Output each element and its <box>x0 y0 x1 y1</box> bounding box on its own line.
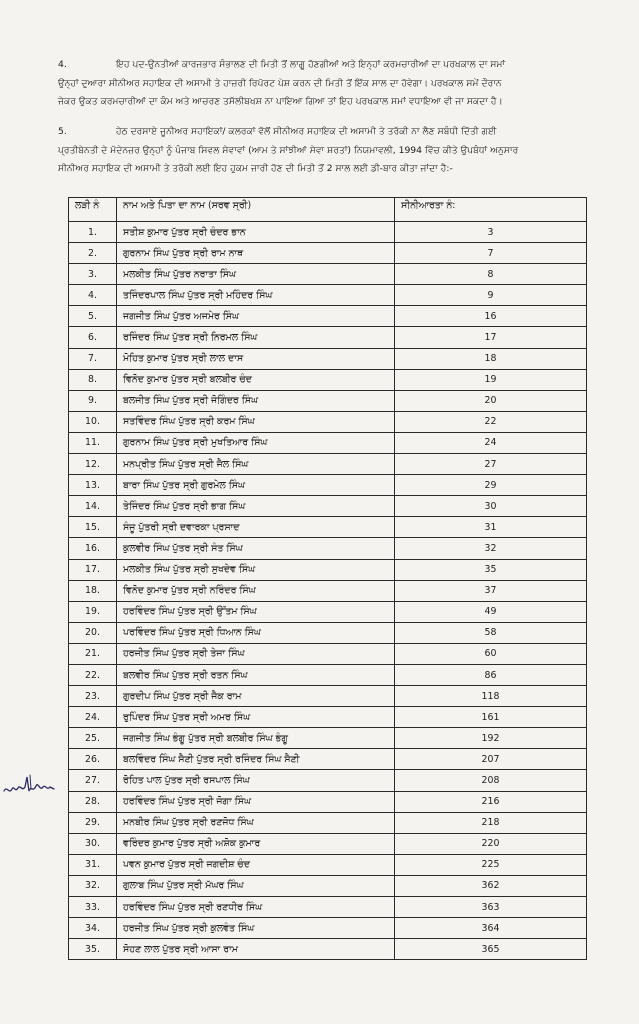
serial-no-cell: 35. <box>69 939 117 960</box>
serial-no-cell: 21. <box>69 643 117 664</box>
table-row <box>69 517 587 538</box>
table-row <box>69 770 587 791</box>
name-cell: ਪਵਨ ਕੁਮਾਰ ਪੁੱਤਰ ਸ੍ਰੀ ਜਗਦੀਸ਼ ਚੰਦ <box>117 854 395 875</box>
table-row <box>69 854 587 875</box>
table-row <box>69 643 587 664</box>
serial-no-cell: 31. <box>69 854 117 875</box>
paragraph-number: 4. <box>58 59 67 70</box>
name-cell: ਹਰਵਿੰਦਰ ਸਿੰਘ ਪੁੱਤਰ ਸ੍ਰੀ ਜੋਗਾ ਸਿੰਘ <box>117 791 395 812</box>
seniority-no-cell: 30 <box>395 496 587 517</box>
header-seniority-no: ਸੀਨੀਆਰਤਾ ਨੰ: <box>395 198 587 222</box>
serial-no-cell: 4. <box>69 285 117 306</box>
name-cell: ਹਰਜੀਤ ਸਿੰਘ ਪੁੱਤਰ ਸ੍ਰੀ ਤੇਜਾ ਸਿੰਘ <box>117 643 395 664</box>
seniority-no-cell: 365 <box>395 939 587 960</box>
serial-no-cell: 33. <box>69 897 117 918</box>
table-row <box>69 580 587 601</box>
table-row <box>69 538 587 559</box>
table-row <box>69 791 587 812</box>
table-row <box>69 812 587 833</box>
seniority-no-cell: 218 <box>395 812 587 833</box>
seniority-no-cell: 86 <box>395 664 587 685</box>
seniority-no-cell: 207 <box>395 749 587 770</box>
name-cell: ਗੁਰਨਾਮ ਸਿੰਘ ਪੁੱਤਰ ਸ੍ਰੀ ਮੁਖਤਿਆਰ ਸਿੰਘ <box>117 432 395 453</box>
seniority-no-cell: 17 <box>395 327 587 348</box>
name-cell: ਜਗਜੀਤ ਸਿੰਘ ਭੰਗੂ ਪੁੱਤਰ ਸ੍ਰੀ ਬਲਬੀਰ ਸਿੰਘ ਭੰਗੂ <box>117 728 395 749</box>
table-row <box>69 918 587 939</box>
seniority-no-cell: 362 <box>395 875 587 896</box>
name-cell: ਬਲਵੀਰ ਸਿੰਘ ਪੁੱਤਰ ਸ੍ਰੀ ਰਤਨ ਸਿੰਘ <box>117 664 395 685</box>
serial-no-cell: 10. <box>69 411 117 432</box>
paragraph-5 <box>58 123 610 179</box>
name-cell: ਜਗਜੀਤ ਸਿੰਘ ਪੁੱਤਰ ਅਜਮੇਰ ਸਿੰਘ <box>117 306 395 327</box>
paragraph-number: 5. <box>58 126 67 137</box>
seniority-no-cell: 24 <box>395 432 587 453</box>
serial-no-cell: 23. <box>69 686 117 707</box>
table-body <box>69 222 587 960</box>
serial-no-cell: 24. <box>69 707 117 728</box>
seniority-no-cell: 8 <box>395 264 587 285</box>
serial-no-cell: 2. <box>69 243 117 264</box>
name-cell: ਸਤਵਿੰਦਰ ਸਿੰਘ ਪੁੱਤਰ ਸ੍ਰੀ ਕਰਮ ਸਿੰਘ <box>117 411 395 432</box>
seniority-no-cell: 22 <box>395 411 587 432</box>
table-row <box>69 432 587 453</box>
table-row <box>69 686 587 707</box>
name-cell: ਰਜਿੰਦਰ ਸਿੰਘ ਪੁੱਤਰ ਸ੍ਰੀ ਨਿਰਮਲ ਸਿੰਘ <box>117 327 395 348</box>
name-cell: ਗੁਲਾਬ ਸਿੰਘ ਪੁੱਤਰ ਸ੍ਰੀ ਮੱਘਰ ਸਿੰਘ <box>117 875 395 896</box>
paragraph-line <box>58 123 610 142</box>
name-cell: ਮਲਕੀਤ ਸਿੰਘ ਪੁੱਤਰ ਸ੍ਰੀ ਸੁਖਦੇਵ ਸਿੰਘ <box>117 559 395 580</box>
seniority-no-cell: 118 <box>395 686 587 707</box>
header-name: ਨਾਮ ਅਤੇ ਪਿਤਾ ਦਾ ਨਾਮ (ਸਰਵ ਸ੍ਰੀ) <box>117 198 395 222</box>
seniority-no-cell: 27 <box>395 454 587 475</box>
seniority-no-cell: 161 <box>395 707 587 728</box>
name-cell: ਗੁਰਦੀਪ ਸਿੰਘ ਪੁੱਤਰ ਸ੍ਰੀ ਜੈਕ ਰਾਮ <box>117 686 395 707</box>
table-row <box>69 390 587 411</box>
paragraph-line: ਉਨ੍ਹਾਂ ਦੁਆਰਾ ਸੀਨੀਅਰ ਸਹਾਇਕ ਦੀ ਅਸਾਮੀ ਤੇ ਹਾਜ਼ਰੀ ਰਿਪੋਰਟ ਪੇਸ਼ ਕਰਨ ਦੀ ਮਿਤੀ ਤੋਂ ਇੱਕ ਸਾਲ ਦਾ ਹੋਵੇਗਾ। ਪਰਖਕਾਲ ਸਮੇਂ ਦੌਰਾਨ <box>58 77 502 89</box>
seniority-no-cell: 18 <box>395 348 587 369</box>
seniority-no-cell: 9 <box>395 285 587 306</box>
paragraph-line: ਜੇਕਰ ਉਕਤ ਕਰਮਚਾਰੀਆਂ ਦਾ ਕੰਮ ਅਤੇ ਆਚਰਣ ਤਸੱਲੀਬਖਸ਼ ਨਾ ਪਾਇਆ ਗਿਆ ਤਾਂ ਇਹ ਪਰਖਕਾਲ ਸਮਾਂ ਵਧਾਇਆ ਵੀ ਜਾ ਸਕਦਾ ਹੈ। <box>58 96 503 107</box>
name-cell: ਵਰਿੰਦਰ ਕੁਮਾਰ ਪੁੱਤਰ ਸ੍ਰੀ ਅਸ਼ੋਕ ਕੁਮਾਰ <box>117 833 395 854</box>
serial-no-cell: 18. <box>69 580 117 601</box>
name-cell: ਮਲਕੀਤ ਸਿੰਘ ਪੁੱਤਰ ਨਰਾਤਾ ਸਿੰਘ <box>117 264 395 285</box>
name-cell: ਹਰਵਿੰਦਰ ਸਿੰਘ ਪੁੱਤਰ ਸ੍ਰੀ ਰਣਧੀਰ ਸਿੰਘ <box>117 897 395 918</box>
serial-no-cell: 32. <box>69 875 117 896</box>
seniority-no-cell: 35 <box>395 559 587 580</box>
seniority-no-cell: 364 <box>395 918 587 939</box>
serial-no-cell: 8. <box>69 369 117 390</box>
table-row <box>69 475 587 496</box>
name-cell: ਮਨਪ੍ਰੀਤ ਸਿੰਘ ਪੁੱਤਰ ਸ੍ਰੀ ਜੈਲ ਸਿੰਘ <box>117 454 395 475</box>
seniority-no-cell: 19 <box>395 369 587 390</box>
table-row <box>69 833 587 854</box>
name-cell: ਹਰਵਿੰਦਰ ਸਿੰਘ ਪੁੱਤਰ ਸ੍ਰੀ ਉੱਤਮ ਸਿੰਘ <box>117 601 395 622</box>
serial-no-cell: 27. <box>69 770 117 791</box>
handwritten-signature <box>0 765 60 805</box>
name-cell: ਗੁਰਨਾਮ ਸਿੰਘ ਪੁੱਤਰ ਸ੍ਰੀ ਰਾਮ ਨਾਥ <box>117 243 395 264</box>
serial-no-cell: 9. <box>69 390 117 411</box>
table-row <box>69 306 587 327</box>
paragraph-line: ਸੀਨੀਅਰ ਸਹਾਇਕ ਦੀ ਅਸਾਮੀ ਤੇ ਤਰੱਕੀ ਲਈ ਇਹ ਹੁਕਮ ਜਾਰੀ ਹੋਣ ਦੀ ਮਿਤੀ ਤੋਂ 2 ਸਾਲ ਲਈ ਡੀ-ਬਾਰ ਕੀਤਾ ਜਾਂਦਾ ਹੈ:- <box>58 163 453 174</box>
table-row <box>69 454 587 475</box>
table-row <box>69 622 587 643</box>
name-cell: ਹਰਜੀਤ ਸਿੰਘ ਪੁੱਤਰ ਸ੍ਰੀ ਕੁਲਵੰਤ ਸਿੰਘ <box>117 918 395 939</box>
serial-no-cell: 1. <box>69 222 117 243</box>
table-row <box>69 496 587 517</box>
seniority-no-cell: 208 <box>395 770 587 791</box>
name-cell: ਵਿਨੋਦ ਕੁਮਾਰ ਪੁੱਤਰ ਸ੍ਰੀ ਨਰਿੰਦਰ ਸਿੰਘ <box>117 580 395 601</box>
paragraph-text: ਇਹ ਪਦ-ਉਨਤੀਆਂ ਕਾਰਜਭਾਰ ਸੰਭਾਲਣ ਦੀ ਮਿਤੀ ਤੋਂ ਲਾਗੂ ਹੋਣਗੀਆਂ ਅਤੇ ਇਨ੍ਹਾਂ ਕਰਮਚਾਰੀਆਂ ਦਾ ਪਰਖਕਾਲ ਦਾ ਸਮਾਂ <box>116 59 506 70</box>
table-row <box>69 707 587 728</box>
name-cell: ਵਿਨੋਦ ਕੁਮਾਰ ਪੁੱਤਰ ਸ੍ਰੀ ਬਲਬੀਰ ਚੰਦ <box>117 369 395 390</box>
seniority-no-cell: 192 <box>395 728 587 749</box>
serial-no-cell: 20. <box>69 622 117 643</box>
name-cell: ਰੋਹਿਤ ਪਾਲ ਪੁੱਤਰ ਸ੍ਰੀ ਰਸਪਾਲ ਸਿੰਘ <box>117 770 395 791</box>
serial-no-cell: 12. <box>69 454 117 475</box>
table-row <box>69 664 587 685</box>
name-cell: ਮੋਹਿਤ ਕੁਮਾਰ ਪੁੱਤਰ ਸ੍ਰੀ ਲਾਲ ਦਾਸ <box>117 348 395 369</box>
name-cell: ਰੁਪਿੰਦਰ ਸਿੰਘ ਪੁੱਤਰ ਸ੍ਰੀ ਅਮਰ ਸਿੰਘ <box>117 707 395 728</box>
seniority-no-cell: 216 <box>395 791 587 812</box>
seniority-no-cell: 225 <box>395 854 587 875</box>
serial-no-cell: 16. <box>69 538 117 559</box>
table-row <box>69 728 587 749</box>
paragraph-line <box>58 56 610 75</box>
serial-no-cell: 13. <box>69 475 117 496</box>
table-row <box>69 601 587 622</box>
paragraph-4 <box>58 56 610 112</box>
seniority-no-cell: 7 <box>395 243 587 264</box>
table-row <box>69 264 587 285</box>
name-cell: ਬਾਰਾ ਸਿੰਘ ਪੁੱਤਰ ਸ੍ਰੀ ਗੁਰਮੇਲ ਸਿੰਘ <box>117 475 395 496</box>
seniority-no-cell: 220 <box>395 833 587 854</box>
table-row <box>69 243 587 264</box>
name-cell: ਬਲਜੀਤ ਸਿੰਘ ਪੁੱਤਰ ਸ੍ਰੀ ਜੋਗਿੰਦਰ ਸਿੰਘ <box>117 390 395 411</box>
serial-no-cell: 15. <box>69 517 117 538</box>
seniority-no-cell: 31 <box>395 517 587 538</box>
seniority-no-cell: 37 <box>395 580 587 601</box>
table-row <box>69 897 587 918</box>
paragraph-text: ਹੇਠ ਦਰਸਾਏ ਜੂਨੀਅਰ ਸਹਾਇਕਾਂ/ ਕਲਰਕਾਂ ਵੱਲੋਂ ਸੀਨੀਅਰ ਸਹਾਇਕ ਦੀ ਅਸਾਮੀ ਤੇ ਤਰੱਕੀ ਨਾ ਲੈਣ ਸਬੰਧੀ ਦਿੱਤੀ ਗਈ <box>116 126 497 137</box>
table-row <box>69 939 587 960</box>
name-cell: ਤੇਜਿੰਦਰ ਸਿੰਘ ਪੁੱਤਰ ਸ੍ਰੀ ਭਾਗ ਸਿੰਘ <box>117 496 395 517</box>
name-cell: ਮਨਬੀਰ ਸਿੰਘ ਪੁੱਤਰ ਸ੍ਰੀ ਰਣਜੋਧ ਸਿੰਘ <box>117 812 395 833</box>
serial-no-cell: 34. <box>69 918 117 939</box>
seniority-no-cell: 363 <box>395 897 587 918</box>
name-cell: ਬਲਵਿੰਦਰ ਸਿੰਘ ਸੈਣੀ ਪੁੱਤਰ ਸ੍ਰੀ ਰਜਿੰਦਰ ਸਿੰਘ ਸੈਣੀ <box>117 749 395 770</box>
name-cell: ਸਤੀਸ਼ ਕੁਮਾਰ ਪੁੱਤਰ ਸ੍ਰੀ ਚੰਦਰ ਭਾਨ <box>117 222 395 243</box>
serial-no-cell: 26. <box>69 749 117 770</box>
table-row <box>69 222 587 243</box>
serial-no-cell: 14. <box>69 496 117 517</box>
serial-no-cell: 5. <box>69 306 117 327</box>
employee-table <box>68 197 587 960</box>
table-header-row <box>69 198 587 222</box>
name-cell: ਕੁਲਵੀਰ ਸਿੰਘ ਪੁੱਤਰ ਸ੍ਰੀ ਸੰਤ ਸਿੰਘ <box>117 538 395 559</box>
table-row <box>69 749 587 770</box>
serial-no-cell: 3. <box>69 264 117 285</box>
table-row <box>69 285 587 306</box>
seniority-no-cell: 3 <box>395 222 587 243</box>
serial-no-cell: 7. <box>69 348 117 369</box>
name-cell: ਪਰਵਿੰਦਰ ਸਿੰਘ ਪੁੱਤਰ ਸ੍ਰੀ ਧਿਆਨ ਸਿੰਘ <box>117 622 395 643</box>
table-row <box>69 327 587 348</box>
table-row <box>69 411 587 432</box>
serial-no-cell: 29. <box>69 812 117 833</box>
name-cell: ਸੋਹਣ ਲਾਲ ਪੁੱਤਰ ਸ੍ਰੀ ਆਸਾ ਰਾਮ <box>117 939 395 960</box>
table-row <box>69 369 587 390</box>
seniority-no-cell: 16 <box>395 306 587 327</box>
serial-no-cell: 19. <box>69 601 117 622</box>
seniority-no-cell: 32 <box>395 538 587 559</box>
name-cell: ਤਜਿੰਦਰਪਾਲ ਸਿੰਘ ਪੁੱਤਰ ਸ੍ਰੀ ਮਹਿੰਦਰ ਸਿੰਘ <box>117 285 395 306</box>
seniority-no-cell: 20 <box>395 390 587 411</box>
seniority-no-cell: 49 <box>395 601 587 622</box>
seniority-no-cell: 60 <box>395 643 587 664</box>
serial-no-cell: 28. <box>69 791 117 812</box>
serial-no-cell: 11. <box>69 432 117 453</box>
serial-no-cell: 17. <box>69 559 117 580</box>
serial-no-cell: 25. <box>69 728 117 749</box>
serial-no-cell: 30. <box>69 833 117 854</box>
header-serial-no: ਲੜੀ ਨੰ <box>69 198 117 222</box>
seniority-no-cell: 58 <box>395 622 587 643</box>
seniority-no-cell: 29 <box>395 475 587 496</box>
name-cell: ਸੰਜੂ ਪੁੱਤਰੀ ਸ੍ਰੀ ਦਵਾਰਕਾ ਪ੍ਰਸਾਦ <box>117 517 395 538</box>
paragraph-line: ਪ੍ਰਤੀਬੇਨਤੀ ਦੇ ਮੱਦੇਨਜ਼ਰ ਉਨ੍ਹਾਂ ਨੂੰ ਪੰਜਾਬ ਸਿਵਲ ਸੇਵਾਵਾਂ (ਆਮ ਤੇ ਸਾਂਝੀਆਂ ਸੇਵਾ ਸ਼ਰਤਾਂ) ਨਿਯਮਾਵਲੀ, 1994 ਵਿੱਚ ਕੀਤੇ ਉਪਬੰਧਾਂ ਅਨੁਸਾਰ <box>58 144 519 156</box>
serial-no-cell: 6. <box>69 327 117 348</box>
table-row <box>69 875 587 896</box>
table-row <box>69 559 587 580</box>
serial-no-cell: 22. <box>69 664 117 685</box>
table-row <box>69 348 587 369</box>
